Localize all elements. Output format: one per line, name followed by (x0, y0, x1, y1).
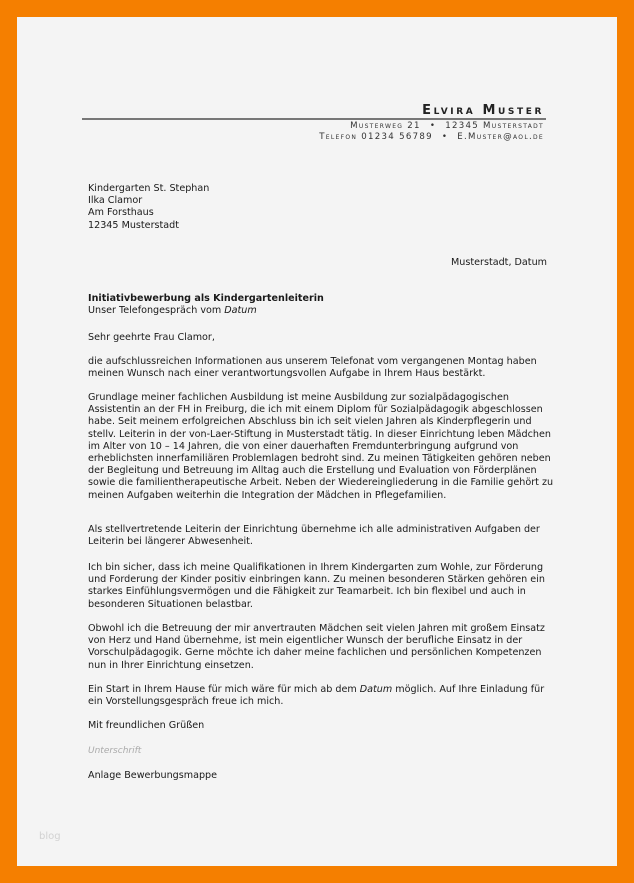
sender-street: Musterweg 21 (350, 121, 421, 131)
body-paragraph-4: Ich bin sicher, dass ich meine Qualifikationen in Ihrem Kindergarten zum Wohle, zur Förderung und Forderung der Kinder positiv einbringen kann. Zu meinen besonderen Stärken gehören ein starkes Einfühlungsvermögen und die Fähigkeit zur Teamarbeit. Ich bin flexibel und auch in besonderen Situationen belastbar. (88, 562, 545, 610)
body-paragraph-6 (88, 684, 558, 708)
sender-city: 12345 Musterstadt (445, 121, 544, 131)
sender-name: Elvira Muster (422, 103, 544, 118)
separator-dot: • (429, 121, 437, 131)
enclosure-note: Anlage Bewerbungsmappe (88, 770, 218, 781)
signature-placeholder: Unterschrift (88, 746, 142, 756)
subject-title: Initiativbewerbung als Kindergartenleiterin (88, 293, 324, 304)
separator-dot: • (441, 132, 449, 142)
sender-address (350, 121, 544, 131)
subject-reference (88, 305, 558, 317)
recipient-line: Am Forsthaus (88, 207, 154, 219)
sender-contact (319, 132, 544, 142)
recipient-address (88, 183, 558, 232)
body-paragraph-2: Grundlage meiner fachlichen Ausbildung ist meine Ausbildung zur sozialpädagogischen Assistentin an der FH in Freiburg, die ich mit einem Diplom für Sozialpädagogik abgeschlossen habe. Seit meinem erfolgreichen Abschluss bin ich seit vielen Jahren als Kinderpflegerin und stellv. Leiterin in der von-Laer-Stiftung in Musterstadt tätig. In dieser Einrichtung leben Mädchen im Alter von 10 – 14 Jahren, die von einer dauerhaften Fremdunterbringung aufgrund von erheblichsten innerfamiliären Problemlagen bedroht sind. Zu meinen Tätigkeiten gehören neben der Begleitung und Betreuung im Alltag auch die Erstellung und Evaluation von Förderplänen sowie die familientherapeutische Arbeit. Neben der Wiedereingliederung in die Familie gehört zu meinen Aufgaben weiterhin die Integration der Mädchen in Pflegefamilien. (88, 392, 554, 501)
recipient-line: Ilka Clamor (88, 195, 143, 207)
letter-page (17, 17, 617, 866)
watermark: blog (39, 831, 61, 842)
p6-text-before: Ein Start in Ihrem Hause für mich wäre für mich ab dem (88, 684, 360, 695)
body-paragraph-1: die aufschlussreichen Informationen aus unserem Telefonat vom vergangenen Montag haben meinen Wunsch nach einer verantwortungsvollen Aufgabe in Ihrem Haus bestärkt. (88, 356, 537, 380)
header-rule (82, 118, 546, 120)
reference-date: Datum (224, 305, 257, 317)
subject-block (88, 293, 558, 317)
p6-text-after: möglich. Auf Ihre Einladung für ein Vorstellungsgespräch freue ich mich. (88, 684, 545, 708)
body-paragraph-3: Als stellvertretende Leiterin der Einrichtung übernehme ich alle administrativen Aufgaben der Leiterin bei längerer Abwesenheit. (88, 524, 540, 548)
closing: Mit freundlichen Grüßen (88, 720, 205, 731)
salutation: Sehr geehrte Frau Clamor, (88, 332, 215, 343)
recipient-line: 12345 Musterstadt (88, 219, 180, 231)
sender-email: E.Muster@aol.de (457, 132, 544, 142)
place-date: Musterstadt, Datum (450, 257, 547, 268)
p6-date: Datum (359, 684, 393, 695)
body-paragraph-5: Obwohl ich die Betreuung der mir anvertrauten Mädchen seit vielen Jahren mit großem Einsatz von Herz und Hand übernehme, ist mein eigentlicher Wunsch der berufliche Einsatz in der Vorschulpädagogik. Gerne möchte ich daher meine fachlichen und persönlichen Kompetenzen nun in Ihrer Einrichtung einsetzen. (88, 623, 545, 671)
sender-phone: Telefon 01234 56789 (319, 132, 433, 142)
reference-prefix: Unser Telefongespräch vom (88, 305, 225, 317)
recipient-line: Kindergarten St. Stephan (88, 183, 210, 194)
